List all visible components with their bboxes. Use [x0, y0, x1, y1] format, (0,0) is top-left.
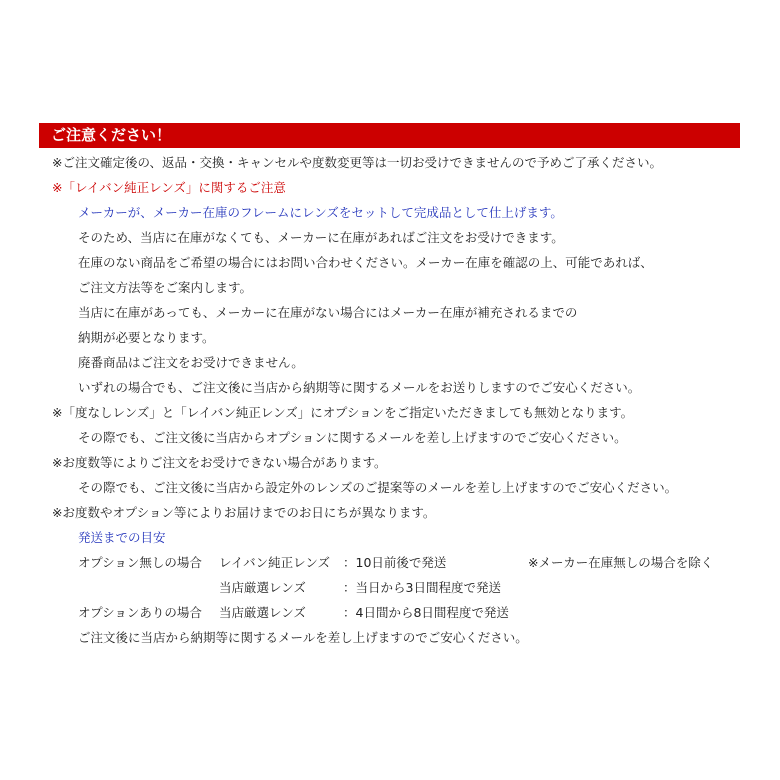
shipping-row1-option: オプション無しの場合	[78, 555, 202, 570]
rayban-lens-line-1: そのため、当店に在庫がなくても、メーカーに在庫があればご注文をお受けできます。	[78, 230, 564, 245]
rayban-lens-line-6: 廃番商品はご注文をお受けできません。	[78, 355, 304, 370]
shipping-row2-time: ：当日から3日間程度で発送	[343, 580, 501, 595]
option-invalid-detail: その際でも、ご注文後に当店からオプションに関するメールを差し上げますのでご安心ください。	[78, 430, 627, 445]
shipping-row1-note: ※メーカー在庫無しの場合を除く	[528, 555, 714, 570]
rayban-lens-line-7: いずれの場合でも、ご注文後に当店から納期等に関するメールをお送りしますのでご安心ください。	[78, 380, 641, 395]
notice-banner: ご注意ください！	[39, 123, 740, 148]
shipping-row1-time: ：10日前後で発送	[343, 555, 447, 570]
shipping-row3-time: ：4日間から8日間程度で発送	[343, 605, 509, 620]
option-invalid-notice: ※「度なしレンズ」と「レイバン純正レンズ」にオプションをご指定いただきましても無効となります。	[52, 405, 634, 420]
shipping-estimate-heading: 発送までの目安	[78, 530, 166, 545]
shipping-row2-lens: 当店厳選レンズ	[219, 580, 306, 595]
prescription-notice: ※お度数等によりご注文をお受けできない場合があります。	[52, 455, 387, 470]
rayban-lens-line-5: 納期が必要となります。	[78, 330, 215, 345]
notice-no-returns: ※ご注文確定後の、返品・交換・キャンセルや度数変更等は一切お受けできませんので予めご了承ください。	[52, 155, 662, 170]
rayban-lens-line-4: 当店に在庫があっても、メーカーに在庫がない場合にはメーカー在庫が補充されるまでの	[78, 305, 578, 320]
rayban-lens-line-3: ご注文方法等をご案内します。	[78, 280, 253, 295]
rayban-lens-line-2: 在庫のない商品をご希望の場合にはお問い合わせください。メーカー在庫を確認の上、可能であれば、	[78, 255, 653, 270]
rayban-lens-intro: メーカーが、メーカー在庫のフレームにレンズをセットして完成品として仕上げます。	[78, 205, 563, 220]
shipping-footer-note: ご注文後に当店から納期等に関するメールを差し上げますのでご安心ください。	[78, 630, 528, 645]
delivery-notice: ※お度数やオプション等によりお届けまでのお日にちが異なります。	[52, 505, 436, 520]
shipping-row3-lens: 当店厳選レンズ	[219, 605, 306, 620]
shipping-row3-option: オプションありの場合	[78, 605, 202, 620]
shipping-row1-lens: レイバン純正レンズ	[219, 555, 330, 570]
prescription-detail: その際でも、ご注文後に当店から設定外のレンズのご提案等のメールを差し上げますのでご安心ください。	[78, 480, 678, 495]
rayban-lens-heading: ※「レイバン純正レンズ」に関するご注意	[52, 180, 286, 195]
